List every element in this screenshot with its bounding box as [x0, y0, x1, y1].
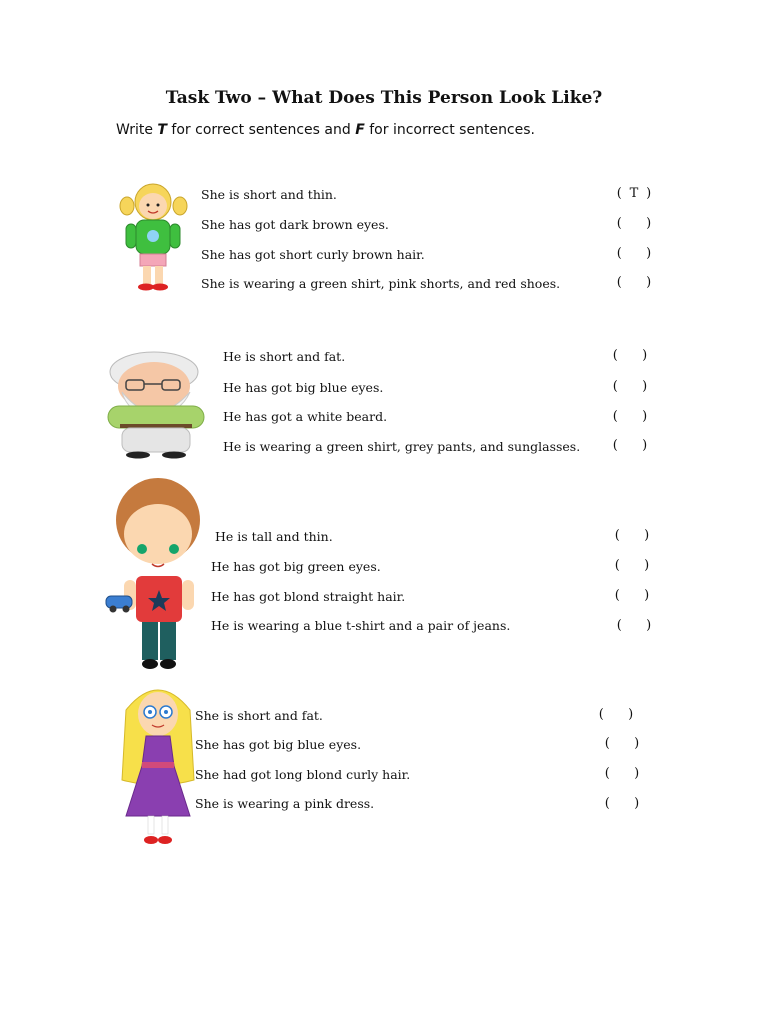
page-title: Task Two – What Does This Person Look Like? [165, 88, 603, 108]
answer-blank-1-2[interactable]: ( ) [616, 216, 652, 231]
statement-1-2: She has got dark brown eyes. [201, 217, 389, 232]
answer-value-1-1: T [629, 186, 639, 201]
instructions-t: T [157, 122, 167, 138]
old-man-illustration [100, 348, 212, 460]
answer-blank-2-1[interactable]: ( ) [612, 348, 648, 363]
answer-blank-4-1[interactable]: ( ) [598, 707, 634, 722]
statement-3-4: He is wearing a blue t-shirt and a pair of jeans. [211, 618, 511, 633]
statement-2-4: He is wearing a green shirt, grey pants, and sunglasses. [223, 439, 581, 454]
statement-3-2: He has got big green eyes. [211, 559, 381, 574]
boy-illustration [104, 474, 204, 674]
instructions-mid: for correct sentences and [166, 122, 356, 138]
statement-2-2: He has got big blue eyes. [223, 380, 384, 395]
instructions-pre: Write [116, 122, 158, 138]
answer-blank-3-3[interactable]: ( ) [614, 588, 650, 603]
statement-1-1: She is short and thin. [201, 187, 337, 202]
instructions-f: F [355, 122, 365, 138]
answer-blank-4-2[interactable]: ( ) [604, 736, 640, 751]
answer-blank-3-1[interactable]: ( ) [614, 528, 650, 543]
statement-4-2: She has got big blue eyes. [195, 737, 362, 752]
statement-2-1: He is short and fat. [223, 349, 346, 364]
answer-blank-3-2[interactable]: ( ) [614, 558, 650, 573]
statement-3-3: He has got blond straight hair. [211, 589, 406, 604]
answer-blank-2-4[interactable]: ( ) [612, 438, 648, 453]
statement-3-1: He is tall and thin. [215, 529, 333, 544]
statement-4-4: She is wearing a pink dress. [195, 796, 375, 811]
instructions [116, 122, 535, 138]
answer-blank-4-3[interactable]: ( ) [604, 766, 640, 781]
instructions-post: for incorrect sentences. [364, 122, 535, 138]
girl-long-hair-illustration [118, 680, 198, 852]
answer-blank-2-3[interactable]: ( ) [612, 409, 648, 424]
statement-4-1: She is short and fat. [195, 708, 323, 723]
statement-4-3: She had got long blond curly hair. [195, 767, 411, 782]
statement-2-3: He has got a white beard. [223, 409, 388, 424]
answer-blank-1-3[interactable]: ( ) [616, 246, 652, 261]
answer-blank-1-1[interactable]: ( T ) [616, 186, 652, 201]
answer-blank-1-4[interactable]: ( ) [616, 275, 652, 290]
girl-short-thin-illustration [118, 180, 188, 292]
answer-blank-3-4[interactable]: ( ) [616, 618, 652, 633]
answer-blank-4-4[interactable]: ( ) [604, 796, 640, 811]
statement-1-3: She has got short curly brown hair. [201, 247, 425, 262]
answer-blank-2-2[interactable]: ( ) [612, 379, 648, 394]
statement-1-4: She is wearing a green shirt, pink shorts, and red shoes. [201, 276, 561, 291]
